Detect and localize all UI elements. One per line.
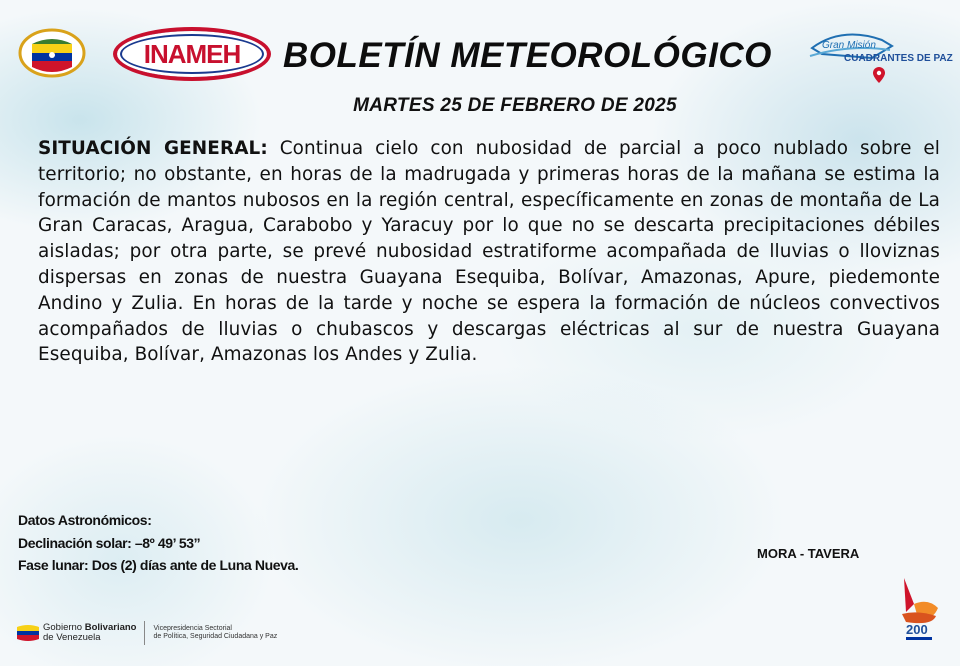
vice-presidency [153,625,277,641]
bulletin-date: MARTES 25 DE FEBRERO DE 2025 [353,95,677,116]
inameh-logo-text: INAMEH [143,38,241,69]
moon-phase: Fase lunar: Dos (2) días ante de Luna Nueva. [18,557,299,573]
inameh-logo [113,27,271,81]
authors: MORA - TAVERA [757,546,860,561]
astro-heading: Datos Astronómicos: [18,512,152,528]
gran-mision-line1: Gran Misión [822,40,876,51]
map-pin-icon [872,66,886,84]
general-situation [38,136,940,368]
gran-mision-line2: CUADRANTES DE PAZ [844,53,953,64]
astronomical-data [18,509,538,577]
gran-mision-logo [808,28,958,82]
bicentennial-200-icon [896,574,942,644]
vice-line2: de Política, Seguridad Ciudadana y Paz [153,633,278,640]
gob-line1-prefix: Gobierno [43,622,85,633]
government-name [43,623,136,643]
vice-line1: Vicepresidencia Sectorial [153,625,232,632]
venezuela-flag-icon [17,625,39,641]
gob-line1-bold: Bolivariano [84,622,137,633]
situation-label: SITUACIÓN GENERAL: [38,138,268,159]
government-logo [17,620,277,646]
situation-text: Continua cielo con nubosidad de parcial a poco nublado sobre el territorio; no obstante, en horas de la madrugada y primeras horas de la mañana se estima la formación de mantos nubosos en la región central, específicamente en zonas de montaña de La Gran Caracas, Aragua, Carabobo y Yaracuy por lo que no se descarta precipitaciones débiles aisladas; por otra parte, se prevé nubosidad estratiforme acompañada de lluvias o lloviznas dispersas en zonas de nuestra Guayana Esequiba, Bolívar, Amazonas, Apure, piedemonte Andino y Zulia. En horas de la tarde y noche se espera la formación de núcleos convectivos acompañados de lluvias o chubascos y descargas eléctricas al sur de nuestra Guayana Esequiba, Bolívar, Amazonas los Andes y Zulia. [38,138,940,366]
svg-text:200: 200 [906,622,928,637]
footer-divider [144,621,145,645]
venezuela-coat-of-arms-icon [18,28,86,78]
bulletin-title: BOLETÍN METEOROLÓGICO [283,36,772,75]
gob-line2: de Venezuela [43,632,101,643]
solar-declination: Declinación solar: –8º 49’ 53’’ [18,534,201,551]
